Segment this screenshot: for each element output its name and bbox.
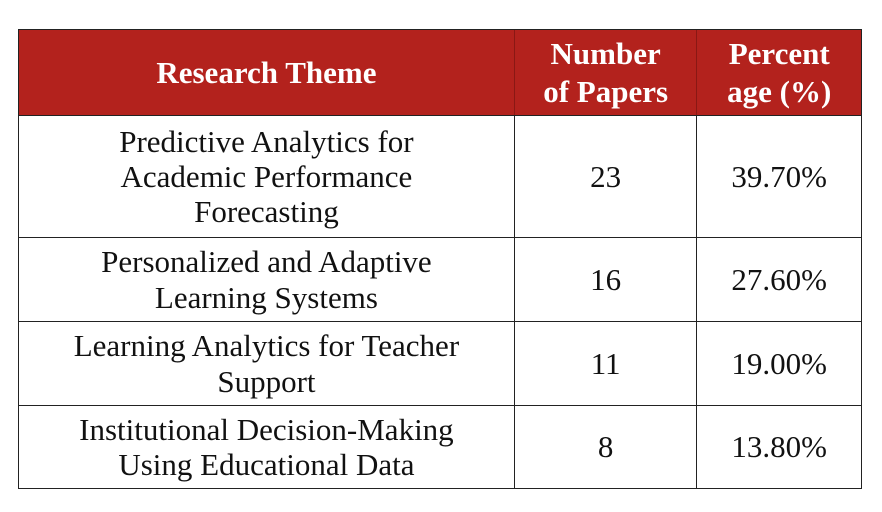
table-row <box>19 321 861 405</box>
theme-cell: Learning Analytics for Teacher Support <box>19 322 515 405</box>
header-percentage: Percent age (%) <box>727 36 832 109</box>
percentage-cell: 39.70% <box>731 158 827 194</box>
papers-cell: 8 <box>515 406 698 488</box>
table-row <box>19 405 861 488</box>
table-row <box>19 237 861 321</box>
percentage-cell: 19.00% <box>731 345 827 381</box>
papers-cell: 16 <box>515 238 698 321</box>
theme-cell: Institutional Decision-Making Using Educational Data <box>19 406 515 488</box>
header-number-of-papers: Number of Papers <box>515 30 698 115</box>
papers-cell: 11 <box>515 322 698 405</box>
table-header-row <box>19 30 861 115</box>
theme-cell: Personalized and Adaptive Learning Systems <box>19 238 515 321</box>
percentage-cell: 13.80% <box>731 429 827 465</box>
theme-cell: Predictive Analytics for Academic Performance Forecasting <box>19 116 515 237</box>
papers-cell: 23 <box>515 116 698 237</box>
table-row <box>19 115 861 237</box>
research-theme-table <box>18 29 862 489</box>
percentage-cell: 27.60% <box>731 261 827 297</box>
header-research-theme: Research Theme <box>19 30 515 115</box>
